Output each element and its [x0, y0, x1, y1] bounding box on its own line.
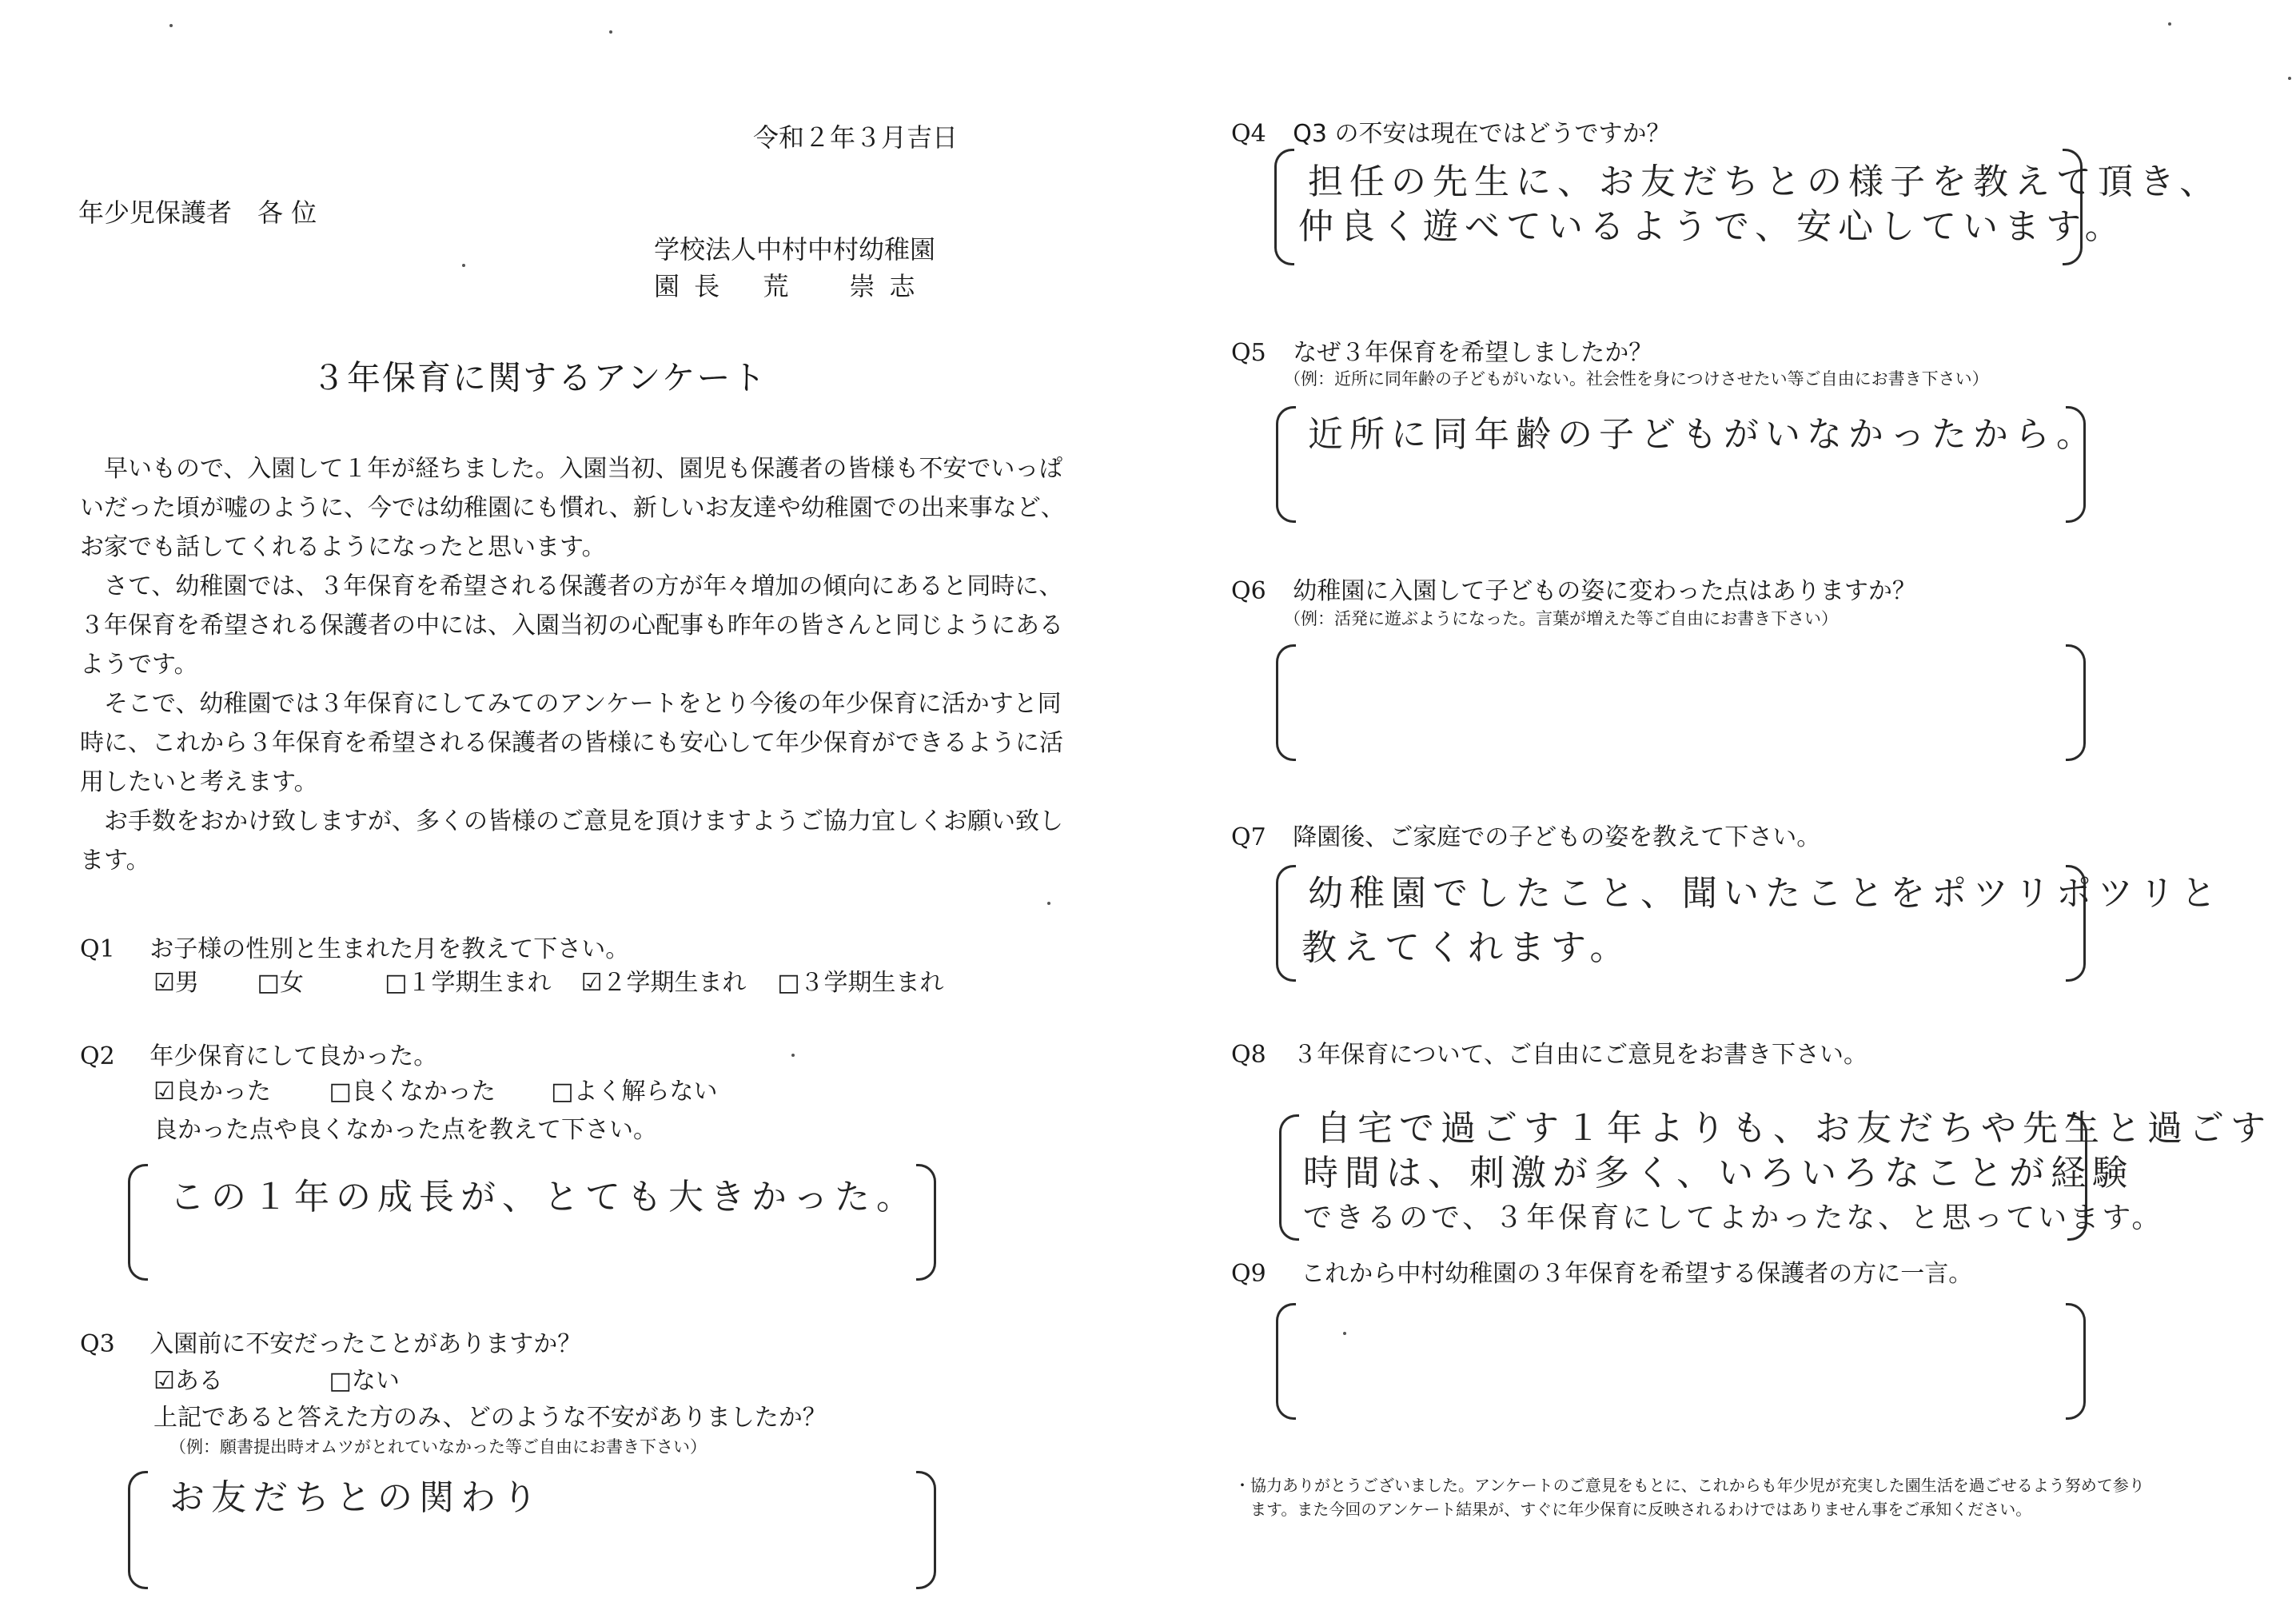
q3-answer[interactable]: お友だちとの関わり — [169, 1477, 544, 1518]
q3-answer-bracket-left — [128, 1471, 148, 1589]
intro-line: そこで、幼稚園では３年保育にしてみてのアンケートをとり今後の年少保育に活かすと同 — [80, 690, 1062, 718]
q8-answer-bracket-left — [1279, 1114, 1299, 1241]
issue-date: 令和２年３月吉日 — [753, 122, 959, 153]
q2-text: 年少保育にして良かった。 — [149, 1042, 438, 1070]
q2-answer-bracket-right — [916, 1164, 936, 1281]
worry-no-checkbox[interactable]: □ない — [329, 1367, 400, 1395]
scan-speck — [2168, 22, 2171, 26]
scan-speck — [1343, 1332, 1346, 1335]
term3-birth-checkbox[interactable]: □３学期生まれ — [777, 969, 944, 997]
q4-answer-line[interactable]: 仲良く遊べているようで、安心しています。 — [1298, 206, 2127, 247]
recipient-line: 年少児保護者 各 位 — [78, 197, 317, 228]
q5-number: Q5 — [1231, 339, 1266, 367]
scan-speck — [2288, 77, 2291, 80]
intro-line: ようです。 — [80, 651, 198, 679]
q2-subprompt: 良かった点や良くなかった点を教えて下さい。 — [153, 1116, 657, 1144]
worry-yes-checkbox[interactable]: ☑ある — [153, 1367, 223, 1395]
q8-text: ３年保育について、ご自由にご意見をお書き下さい。 — [1293, 1041, 1868, 1069]
term2-birth-checkbox[interactable]: ☑２学期生まれ — [580, 969, 747, 997]
q2-answer-bracket-left — [128, 1164, 148, 1281]
intro-line: いだった頃が嘘のように、今では幼稚園にも慣れ、新しいお友達や幼稚園での出来事など、 — [80, 494, 1065, 522]
q6-example: （例：活発に遊ぶようになった。言葉が増えた等ご自由にお書き下さい） — [1284, 609, 1838, 628]
thanks-note-line: ・協力ありがとうございました。アンケートのご意見をもとに、これからも年少児が充実した園生活を過ごせるよう努めて参り — [1234, 1476, 2145, 1495]
q5-question — [1231, 336, 1652, 371]
q7-answer-line[interactable]: 幼稚園でしたこと、聞いたことをポツリポツリと — [1308, 873, 2222, 914]
q9-number: Q9 — [1231, 1260, 1266, 1288]
q4-question — [1231, 117, 1670, 152]
q7-answer-bracket-left — [1276, 865, 1296, 982]
q3-answer-bracket-right — [916, 1471, 936, 1589]
q9-answer-bracket-left — [1276, 1303, 1296, 1420]
q1-question — [80, 932, 629, 967]
q8-answer-line[interactable]: できるので、３年保育にしてよかったな、と思っています。 — [1303, 1202, 2164, 1234]
q1-number: Q1 — [80, 935, 115, 963]
q9-question — [1231, 1257, 1972, 1292]
term1-birth-checkbox[interactable]: □１学期生まれ — [385, 969, 552, 997]
gender-male-checkbox[interactable]: ☑男 — [153, 969, 199, 997]
intro-line: お家でも話してくれるようになったと思います。 — [80, 533, 606, 561]
q1-text: お子様の性別と生まれた月を教えて下さい。 — [149, 935, 630, 963]
thanks-note-line: ます。また今回のアンケート結果が、すぐに年少保育に反映されるわけではありません事をご承知ください。 — [1234, 1500, 2032, 1519]
intro-line: 早いもので、入園して１年が経ちました。入園当初、園児も保護者の皆様も不安でいっぱ — [80, 455, 1063, 483]
q3-question — [80, 1327, 581, 1362]
intro-line: 時に、これから３年保育を希望される保護者の皆様にも安心して年少保育ができるように活 — [80, 729, 1063, 757]
q7-question — [1231, 820, 1820, 855]
q5-answer[interactable]: 近所に同年齢の子どもがいなかったから。 — [1308, 414, 2098, 455]
q4-text: Q3 の不安は現在ではどうですか？ — [1293, 120, 1671, 148]
q6-answer-bracket-left — [1276, 644, 1296, 761]
q5-example: （例：近所に同年齢の子どもがいない。社会性を身につけさせたい等ご自由にお書き下さい） — [1284, 369, 1989, 389]
sender-name: 園 長 荒 崇 志 — [654, 271, 919, 301]
q7-text: 降園後、ご家庭での子どもの姿を教えて下さい。 — [1293, 823, 1821, 851]
gender-female-checkbox[interactable]: □女 — [257, 969, 304, 997]
intro-line: お手数をおかけ致しますが、多くの皆様のご意見を頂けますようご協力宜しくお願い致し — [80, 807, 1063, 835]
q6-question — [1231, 574, 1916, 609]
q3-text: 入園前に不安だったことがありますか？ — [149, 1330, 582, 1358]
q3-example: （例：願書提出時オムツがとれていなかった等ご自由にお書き下さい） — [169, 1437, 707, 1457]
q5-answer-bracket-left — [1276, 406, 1296, 523]
good-checkbox[interactable]: ☑良かった — [153, 1078, 271, 1106]
q7-answer-line[interactable]: 教えてくれます。 — [1301, 927, 1632, 968]
q3-number: Q3 — [80, 1330, 115, 1358]
not-good-checkbox[interactable]: □良くなかった — [329, 1078, 496, 1106]
q5-text: なぜ３年保育を希望しましたか？ — [1293, 339, 1653, 367]
q9-answer-bracket-right — [2066, 1303, 2086, 1420]
q6-text: 幼稚園に入園して子どもの姿に変わった点はありますか？ — [1293, 577, 1916, 605]
q7-number: Q7 — [1231, 823, 1266, 851]
q8-question — [1231, 1038, 1867, 1073]
q3-subprompt: 上記であると答えた方のみ、どのような不安がありましたか？ — [153, 1404, 827, 1432]
q4-answer-line[interactable]: 担任の先生に、お友だちとの様子を教えて頂き、 — [1308, 161, 2222, 202]
intro-line: ３年保育を希望される保護者の中には、入園当初の心配事も昨年の皆さんと同じようにある — [80, 612, 1063, 640]
q6-answer-bracket-right — [2066, 644, 2086, 761]
q2-options — [153, 1074, 717, 1110]
q3-options — [153, 1364, 400, 1399]
sender-org: 学校法人中村中村幼稚園 — [654, 234, 936, 265]
scan-speck — [609, 30, 612, 34]
intro-line: 用したいと考えます。 — [80, 768, 318, 796]
survey-title: ３年保育に関するアンケート — [312, 358, 767, 397]
q2-answer[interactable]: この１年の成長が、とても大きかった。 — [169, 1177, 918, 1217]
q8-answer-line[interactable]: 時間は、刺激が多く、いろいろなことが経験 — [1303, 1153, 2135, 1194]
q9-text: これから中村幼稚園の３年保育を希望する保護者の方に一言。 — [1301, 1260, 1973, 1288]
intro-paragraph — [80, 449, 1065, 880]
unsure-checkbox[interactable]: □よく解らない — [551, 1078, 718, 1106]
scan-speck — [169, 24, 173, 27]
scan-speck — [1047, 902, 1050, 905]
intro-line: ます。 — [80, 847, 150, 875]
intro-line: さて、幼稚園では、３年保育を希望される保護者の方が年々増加の傾向にあると同時に、 — [80, 572, 1063, 600]
q6-number: Q6 — [1231, 577, 1266, 605]
q2-question — [80, 1039, 437, 1074]
q1-options — [153, 966, 944, 1001]
scan-speck — [462, 264, 465, 267]
q8-answer-line[interactable]: 自宅で過ごす１年よりも、お友だちや先生と過ごす — [1316, 1108, 2272, 1149]
scan-speck — [791, 1054, 795, 1057]
q2-number: Q2 — [80, 1042, 115, 1070]
q4-number: Q4 — [1231, 120, 1266, 148]
q4-answer-bracket-left — [1274, 149, 1294, 265]
q8-number: Q8 — [1231, 1041, 1266, 1069]
